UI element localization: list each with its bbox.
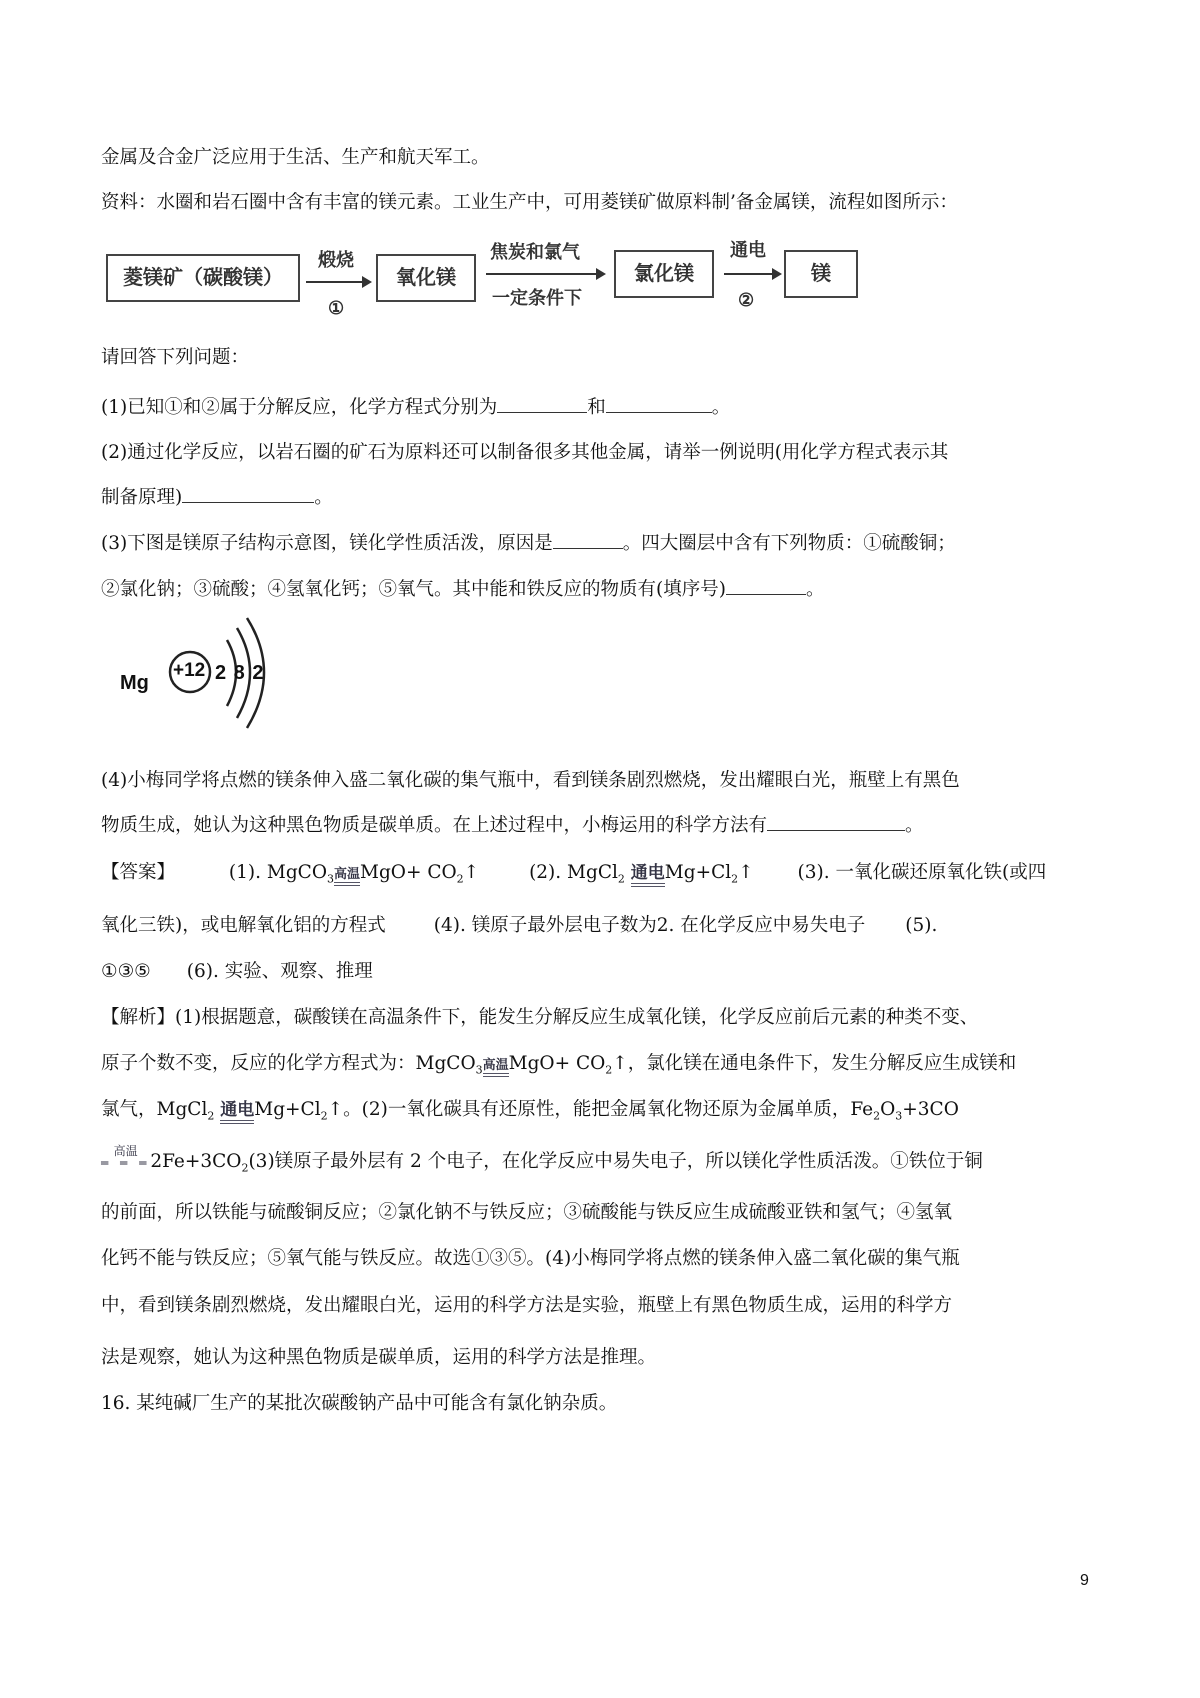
heat-condition-icon: 高温 [483,1059,509,1077]
intro-text: 金属及合金广泛应用于生活、生产和航天军工。 [101,147,490,168]
answer-line2 [101,911,937,937]
answer-blank-2[interactable] [182,484,314,504]
question-4-line2 [101,811,924,837]
question-4-line1: (4)小梅同学将点燃的镁条伸入盛二氧化碳的集气瓶中，看到镁条剧烈燃烧，发出耀眼白光，瓶壁上有黑色 [101,770,960,791]
analysis-line1: 【解析】(1)根据题意，碳酸镁在高温条件下，能发生分解反应生成氧化镁，化学反应前后元素的种类不变、 [101,1007,979,1028]
q1-and: 和 [587,397,606,418]
flow-arrow-3 [724,273,774,275]
atom-symbol: Mg [120,672,149,694]
q4-text: 物质生成，她认为这种黑色物质是碳单质。在上述过程中，小梅运用的科学方法有 [101,815,768,836]
q2-text: 制备原理) [101,487,183,508]
answer-2: (2). MgCl$_2$ 通电 $Mg+Cl_2↑$ [529,862,754,886]
answer-blank-1a[interactable] [497,394,587,414]
analysis-line7: 中，看到镁条剧烈燃烧，发出耀眼白光，运用的科学方法是实验，瓶壁上有黑色物质生成，运用的科学方 [101,1295,953,1316]
q2-end: 。 [314,487,333,508]
question-2-line1: (2)通过化学反应，以岩石圈的矿石为原料还可以制备很多其他金属，请举一例说明(用化学方程式表示其 [101,442,949,463]
question-16: 16. 某纯碱厂生产的某批次碳酸钠产品中可能含有氯化钠杂质。 [101,1393,618,1414]
flow-arrow-1 [306,281,364,283]
q1-end: 。 [711,397,731,418]
answer-blank-3a[interactable] [553,530,623,550]
answer-5: ①③⑤ [101,961,151,982]
flow-box-magnesite: 菱镁矿（碳酸镁） [106,254,300,302]
page-number: 9 [1080,1572,1089,1589]
analysis-line5: 的前面，所以铁能与硫酸铜反应；②氯化钠不与铁反应；③硫酸能与铁反应生成硫酸亚铁和氢气；④氢氧 [101,1202,953,1223]
question-3-line2 [101,575,824,601]
flow-box-mgo: 氧化镁 [376,254,476,302]
analysis-line8: 法是观察，她认为这种黑色物质是碳单质，运用的科学方法是推理。 [101,1347,657,1368]
flow-arrow-2-bottom: 一定条件下 [492,288,582,309]
analysis-label: 【解析】 [101,1007,176,1028]
electrolysis-condition-icon: 通电 [220,1102,254,1124]
analysis-line4: 高温 ═ ═ ═ $2Fe+3CO_2(3)$镁原子最外层有 2 个电子，在化学反应中易失电子，所以镁化学性质活泼。①铁位于铜 [101,1144,983,1175]
answer-blank-4[interactable] [767,812,905,832]
flow-arrow-2 [486,273,598,275]
prompt-text: 请回答下列问题： [101,347,250,368]
q3-end: 。 [805,579,825,600]
process-flowchart [106,236,866,326]
material-text: 资料：水圈和岩石圈中含有丰富的镁元素。工业生产中，可用菱镁矿做原料制’备金属镁，流程如图所示： [101,192,958,213]
answer-3: (3). 一氧化碳还原氧化铁(或四 [797,862,1047,883]
heat-condition-icon: 高温 [334,868,360,886]
answer-4: (4). 镁原子最外层电子数为2. 在化学反应中易失电子 [433,915,866,936]
flow-arrow-1-bottom: ① [328,298,345,319]
answer-label: 【答案】 [101,862,176,883]
flow-box-mg: 镁 [784,250,858,298]
answer-line1 [101,858,1046,887]
answer-5-label: (5). [905,915,938,936]
flow-arrow-1-top: 煅烧 [318,250,354,271]
answer-3-cont: 氧化三铁)，或电解氧化铝的方程式 [101,915,386,936]
analysis-line2: 原子个数不变，反应的化学方程式为：MgCO$_3$ 高温 $MgO+ CO_2↑$，氯化镁在通电条件下，发生分解反应生成镁和 [101,1053,1017,1077]
q3-text-b: 。四大圈层中含有下列物质：①硫酸铜； [622,533,956,554]
answer-blank-1b[interactable] [606,394,712,414]
answer-1: (1). MgCO$_3$ 高温 $MgO+ CO_2↑$ [228,862,480,886]
question-3-line1 [101,529,956,555]
flow-arrow-3-top: 通电 [730,240,766,261]
q3-text-c: ②氯化钠；③硫酸；④氢氧化钙；⑤氧气。其中能和铁反应的物质有(填序号) [101,579,726,600]
question-2-line2 [101,483,333,509]
answer-6: (6). 实验、观察、推理 [186,961,373,982]
flow-arrow-2-top: 焦炭和氯气 [490,242,580,263]
atom-nucleus: +12 [173,660,206,681]
flow-box-mgcl2: 氯化镁 [614,250,714,298]
q3-text: (3)下图是镁原子结构示意图，镁化学性质活泼，原因是 [101,533,553,554]
heat-condition-icon: 高温 ═ ═ ═ [101,1144,151,1170]
q1-text: (1)已知①和②属于分解反应，化学方程式分别为 [101,397,498,418]
answer-blank-3b[interactable] [726,576,806,596]
mg-atom-structure-diagram [115,610,285,740]
question-1 [101,393,730,419]
answer-line3 [101,957,373,983]
flow-arrow-3-bottom: ② [738,290,755,311]
atom-shell-electrons: 2 8 2 [215,662,265,684]
analysis-line3: 氯气，MgCl$_2$ 通电 $Mg+Cl_2↑$。(2)一氧化碳具有还原性，能把金属氧化物还原为金属单质，$Fe_2O_3+3CO$ [101,1099,959,1123]
analysis-line6: 化钙不能与铁反应；⑤氧气能与铁反应。故选①③⑤。(4)小梅同学将点燃的镁条伸入盛二氧化碳的集气瓶 [101,1248,960,1269]
electrolysis-condition-icon: 通电 [631,865,665,887]
q4-end: 。 [905,815,924,836]
